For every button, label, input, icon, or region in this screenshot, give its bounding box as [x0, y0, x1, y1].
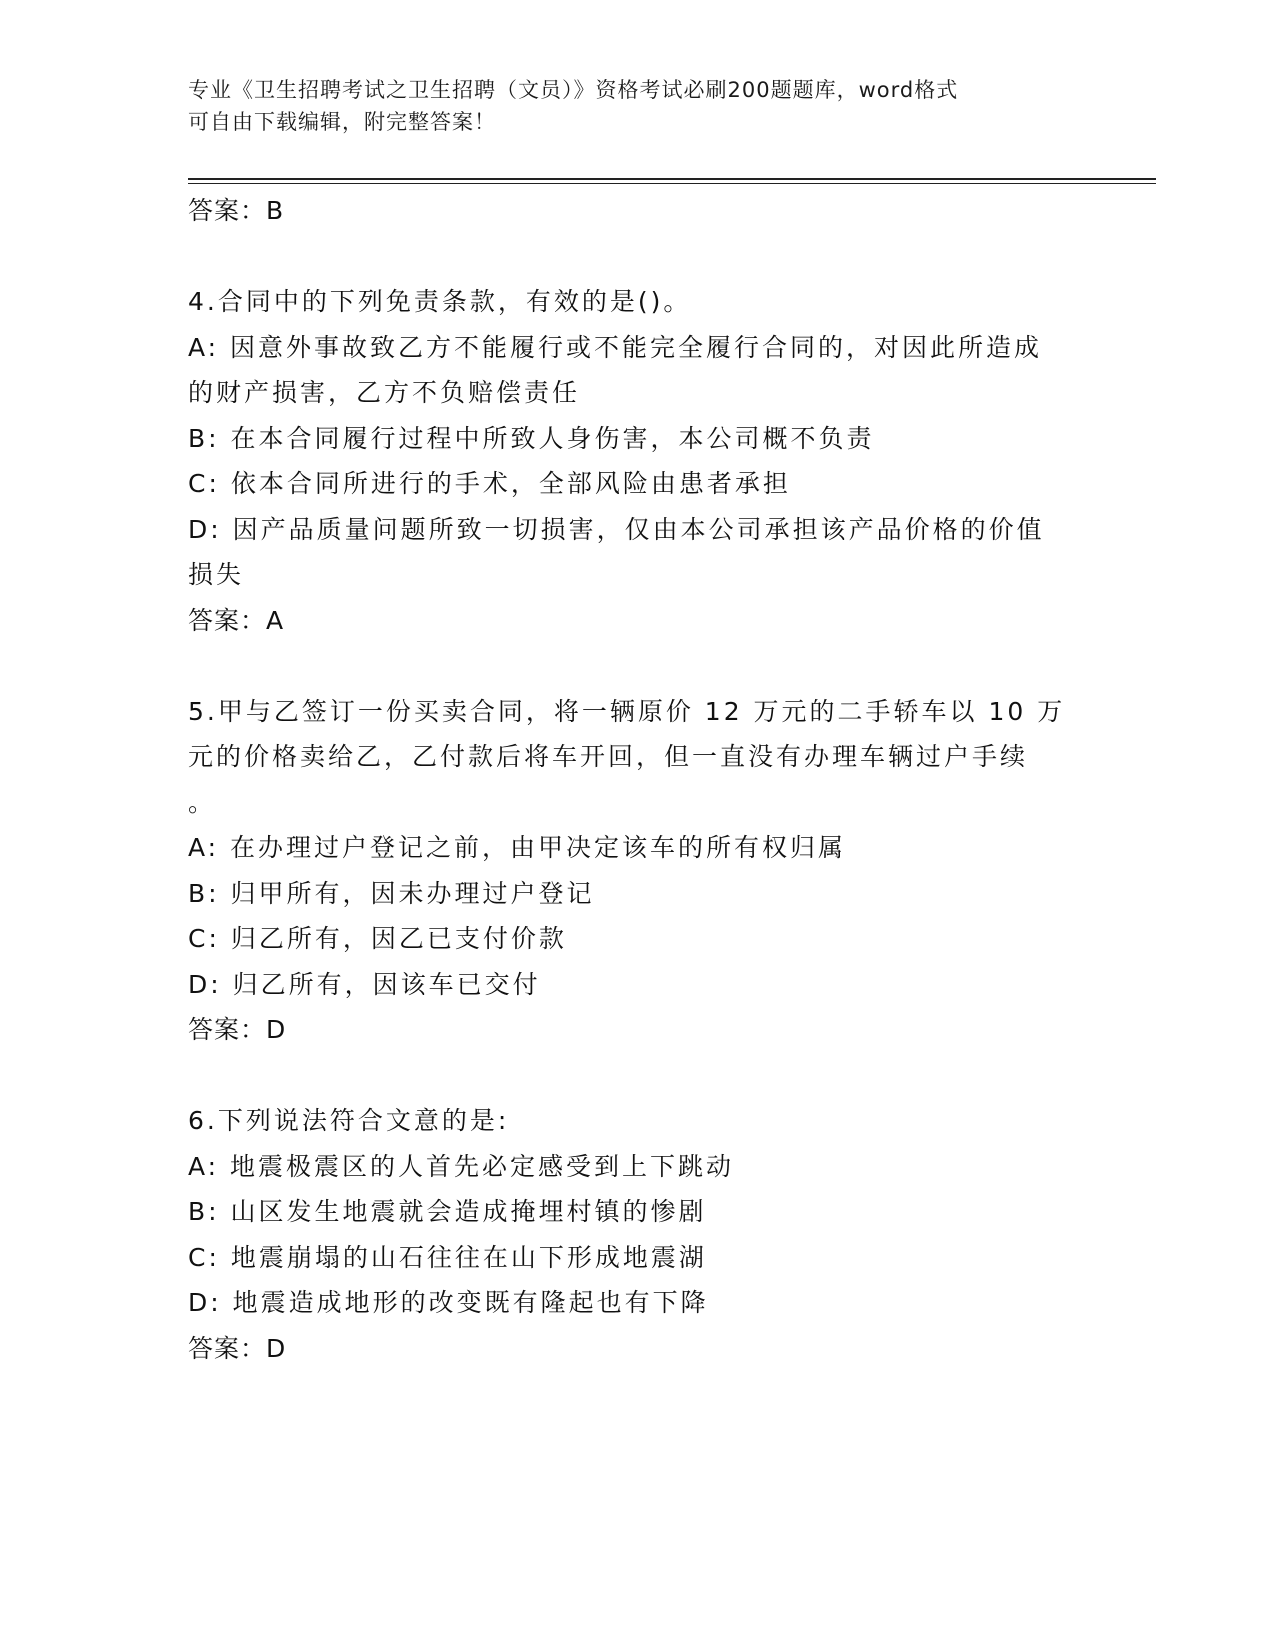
- question-6: [188, 1098, 1088, 1371]
- option-a: A: 在办理过户登记之前，由甲决定该车的所有权归属: [188, 833, 847, 862]
- option-b: B: 山区发生地震就会造成掩埋村镇的惨剧: [188, 1197, 707, 1226]
- spacer: [188, 234, 1088, 280]
- header-rule-thick: [188, 178, 1156, 180]
- answer-previous: 答案：B: [188, 196, 285, 225]
- option-c: C: 地震崩塌的山石往往在山下形成地震湖: [188, 1242, 707, 1272]
- option-a-continued: 的财产损害，乙方不负赔偿责任: [188, 378, 581, 407]
- option-c: C: 归乙所有，因乙已支付价款: [188, 924, 567, 953]
- option-b: B: 归甲所有，因未办理过户登记: [188, 878, 595, 908]
- question-content: [188, 188, 1088, 1371]
- header-line-1: 专业《卫生招聘考试之卫生招聘（文员）》资格考试必刷200题题库，word格式: [188, 78, 959, 102]
- spacer: [188, 1053, 1088, 1099]
- answer: 答案：D: [188, 1015, 287, 1044]
- question-stem-continued: 元的价格卖给乙，乙付款后将车开回，但一直没有办理车辆过户手续: [188, 742, 1029, 771]
- page-header: [188, 74, 1068, 138]
- question-stem: 6.下列说法符合文意的是:: [188, 1106, 510, 1135]
- question-stem: 5.甲与乙签订一份买卖合同，将一辆原价 12 万元的二手轿车以 10 万: [188, 696, 1066, 726]
- option-d-continued: 损失: [188, 560, 245, 589]
- option-d: D: 地震造成地形的改变既有隆起也有下降: [188, 1288, 709, 1317]
- question-4: [188, 279, 1088, 643]
- option-d: D: 归乙所有，因该车已交付: [188, 969, 541, 999]
- option-a: A: 因意外事故致乙方不能履行或不能完全履行合同的，对因此所造成: [188, 332, 1043, 362]
- question-5: [188, 689, 1088, 1053]
- spacer: [188, 643, 1088, 689]
- header-line-2: 可自由下载编辑，附完整答案！: [188, 110, 496, 134]
- option-c: C: 依本合同所进行的手术，全部风险由患者承担: [188, 469, 791, 498]
- question-stem: 4.合同中的下列免责条款，有效的是()。: [188, 287, 692, 316]
- answer: 答案：D: [188, 1333, 287, 1363]
- option-b: B: 在本合同履行过程中所致人身伤害，本公司概不负责: [188, 423, 875, 453]
- header-rule-thin: [188, 183, 1156, 184]
- option-a: A: 地震极震区的人首先必定感受到上下跳动: [188, 1151, 735, 1181]
- question-stem-continued: 。: [188, 787, 217, 817]
- answer: 答案：A: [188, 605, 285, 635]
- option-d: D: 因产品质量问题所致一切损害，仅由本公司承担该产品价格的价值: [188, 514, 1045, 544]
